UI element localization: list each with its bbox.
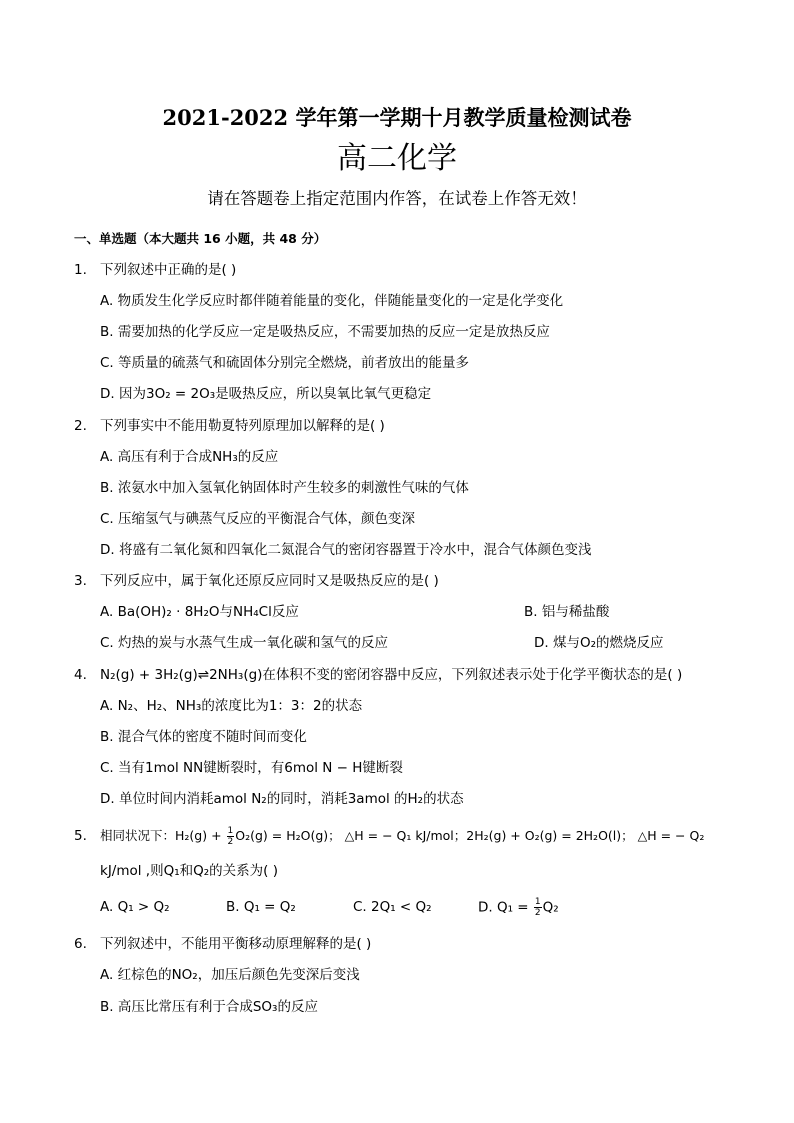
option-d [478,897,559,918]
fraction-denominator: 2 [227,837,234,847]
section-heading: 一、单选题（本大题共 16 小题，共 48 分） [74,231,327,246]
fraction-half [534,897,542,918]
fraction-numerator: 1 [534,897,541,907]
subject-title: 高二化学 [337,141,457,176]
option-d: D. 煤与O₂的燃烧反应 [534,635,664,651]
question-number: 2. [74,418,87,434]
question-number: 5. [74,828,87,844]
option-c: C. 等质量的硫蒸气和硫固体分别完全燃烧，前者放出的能量多 [100,355,470,371]
exam-title: 2021-2022 学年第一学期十月教学质量检测试卷 [162,105,632,130]
option-d-tail: Q₂ [542,899,559,916]
option-a: A. Q₁ > Q₂ [100,899,170,915]
question-number: 6. [74,936,87,952]
fraction-denominator: 2 [534,908,541,918]
question-stem [100,826,704,847]
option-a: A. 物质发生化学反应时都伴随着能量的变化，伴随能量变化的一定是化学变化 [100,293,564,309]
option-a: A. Ba(OH)₂ · 8H₂O与NH₄Cl反应 [100,604,299,620]
stem-part: 相同状况下：H₂(g) + [100,828,226,843]
option-b: B. 高压比常压有利于合成SO₃的反应 [100,999,318,1015]
option-b: B. 铝与稀盐酸 [524,604,610,620]
option-c: C. 灼热的炭与水蒸气生成一氧化碳和氢气的反应 [100,635,389,651]
option-a: A. 红棕色的NO₂，加压后颜色先变深后变浅 [100,967,360,983]
option-d: D. 将盛有二氧化氮和四氧化二氮混合气的密闭容器置于冷水中，混合气体颜色变浅 [100,542,592,558]
option-c: C. 压缩氢气与碘蒸气反应的平衡混合气体，颜色变深 [100,511,416,527]
fraction-half [227,826,235,847]
option-b: B. 浓氨水中加入氢氧化钠固体时产生较多的刺激性气味的气体 [100,480,469,496]
option-b: B. 混合气体的密度不随时间而变化 [100,729,307,745]
question-stem: N₂(g) + 3H₂(g)⇌2NH₃(g)在体积不变的密闭容器中反应，下列叙述表示处于化学平衡状态的是( ) [100,667,683,683]
question-stem-cont: kJ/mol ,则Q₁和Q₂的关系为( ) [100,863,278,879]
fraction-numerator: 1 [227,826,234,836]
answer-notice: 请在答题卷上指定范围内作答，在试卷上作答无效！ [207,189,587,208]
option-b: B. 需要加热的化学反应一定是吸热反应，不需要加热的反应一定是放热反应 [100,324,550,340]
question-stem: 下列叙述中，不能用平衡移动原理解释的是( ) [100,936,372,952]
question-number: 3. [74,573,87,589]
option-d: D. 因为3O₂ = 2O₃是吸热反应，所以臭氧比氧气更稳定 [100,386,432,402]
option-d-label: D. Q₁ = [478,899,533,916]
option-c: C. 当有1mol NN键断裂时，有6mol N − H键断裂 [100,760,403,776]
option-c: C. 2Q₁ < Q₂ [353,899,432,915]
question-number: 1. [74,262,87,278]
question-number: 4. [74,667,87,683]
question-stem: 下列反应中，属于氧化还原反应同时又是吸热反应的是( ) [100,573,439,589]
option-a: A. N₂、H₂、NH₃的浓度比为1：3：2的状态 [100,698,363,714]
option-a: A. 高压有利于合成NH₃的反应 [100,449,279,465]
question-stem: 下列事实中不能用勒夏特列原理加以解释的是( ) [100,418,385,434]
option-d: D. 单位时间内消耗amol N₂的同时，消耗3amol 的H₂的状态 [100,791,464,807]
question-stem: 下列叙述中正确的是( ) [100,262,237,278]
option-b: B. Q₁ = Q₂ [226,899,296,915]
stem-part: O₂(g) = H₂O(g)； △H = − Q₁ kJ/mol；2H₂(g) + O₂(g) = 2H₂O(l)； △H = − Q₂ [235,828,705,843]
